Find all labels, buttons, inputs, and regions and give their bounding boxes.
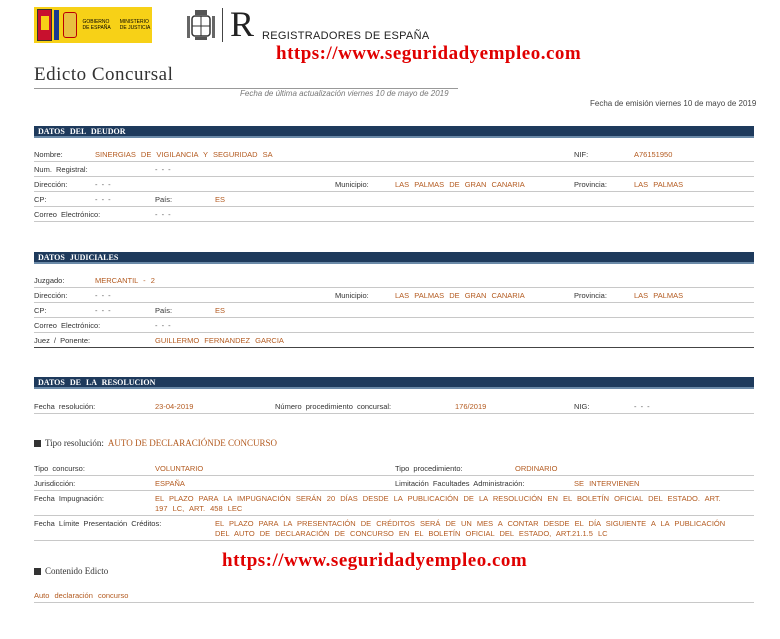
section-header-judicial: DATOS JUDICIALES — [34, 252, 754, 264]
debtor-row-cp — [34, 192, 754, 207]
provincia-value: LAS PALMAS — [634, 180, 684, 189]
fecha-resolucion-label: Fecha resolución: — [34, 402, 96, 411]
provincia-value: LAS PALMAS — [634, 291, 684, 300]
municipio-value: LAS PALMAS DE GRAN CANARIA — [395, 180, 525, 189]
juez-value: GUILLERMO FERNANDEZ GARCIA — [155, 336, 284, 345]
fecha-resolucion-value: 23-04-2019 — [155, 402, 194, 411]
municipio-label: Municipio: — [335, 180, 369, 189]
municipio-value: LAS PALMAS DE GRAN CANARIA — [395, 291, 525, 300]
resolution-row-tipo-concurso — [34, 461, 754, 476]
nig-label: NIG: — [574, 402, 590, 411]
limite-creditos-value: EL PLAZO PARA LA PRESENTACIÓN DE CRÉDITOS SERÁ DE UN MES A CONTAR DESDE EL DÍA SIGUIENTE A LA PUBLICACIÓN DEL AUTO DE DECLARACIÓN DE CONCURSO EN EL BOLETÍN OFICIAL DEL ESTADO, ART.21.1.5 LC — [215, 519, 726, 538]
last-updated: Fecha de última actualización viernes 10 de mayo de 2019 — [240, 89, 449, 98]
debtor-row-registral — [34, 162, 754, 177]
limite-creditos-label: Fecha Límite Presentación Créditos: — [34, 519, 162, 528]
pais-value: ES — [215, 195, 226, 204]
nig-value: - - - — [634, 402, 651, 411]
tipo-resolucion-value: AUTO DE DECLARACIÓNDE CONCURSO — [107, 438, 278, 448]
page-title: Edicto Concursal — [34, 64, 174, 85]
juzgado-label: Juzgado: — [34, 276, 65, 285]
crest-icon — [63, 12, 78, 38]
resolution-row-jurisdiccion — [34, 476, 754, 491]
municipio-label: Municipio: — [335, 291, 369, 300]
debtor-row-nombre — [34, 147, 754, 162]
registradores-logo-letter: R — [230, 4, 255, 44]
cp-label: CP: — [34, 306, 47, 315]
nif-value: A76151950 — [634, 150, 673, 159]
cp-value: - - - — [95, 306, 112, 315]
numero-procedimiento-label: Número procedimiento concursal: — [275, 402, 392, 411]
correo-value: - - - — [155, 210, 172, 219]
correo-label: Correo Electrónico: — [34, 210, 101, 219]
pais-value: ES — [215, 306, 226, 315]
resolution-row-fecha — [34, 399, 754, 414]
pais-label: País: — [155, 195, 173, 204]
judicial-row-direccion — [34, 288, 754, 303]
impugnacion-value: EL PLAZO PARA LA IMPUGNACIÓN SERÁN 20 DÍAS DESDE LA PUBLICACIÓN DE LA RESOLUCIÓN EN EL BOLETÍN OFICIAL DEL ESTADO. ART. 197 LC, ART. 458 LEC — [155, 494, 721, 513]
jurisdiccion-label: Jurisdicción: — [34, 479, 76, 488]
nif-label: NIF: — [574, 150, 589, 159]
nombre-label: Nombre: — [34, 150, 63, 159]
direccion-label: Dirección: — [34, 291, 68, 300]
num-registral-value: - - - — [155, 165, 172, 174]
direccion-label: Dirección: — [34, 180, 68, 189]
juez-label: Juez / Ponente: — [34, 336, 91, 345]
judicial-row-correo — [34, 318, 754, 333]
royal-crest-icon — [186, 8, 216, 42]
cp-value: - - - — [95, 195, 112, 204]
watermark-top: https://www.seguridadyempleo.com — [276, 43, 582, 64]
section-header-debtor: DATOS DEL DEUDOR — [34, 126, 754, 138]
tipo-procedimiento-value: ORDINARIO — [515, 464, 558, 473]
debtor-row-direccion — [34, 177, 754, 192]
jurisdiccion-value: ESPAÑA — [155, 479, 185, 488]
pais-label: País: — [155, 306, 173, 315]
juzgado-value: MERCANTIL - 2 — [95, 276, 155, 285]
tipo-concurso-label: Tipo concurso: — [34, 464, 85, 473]
impugnacion-label: Fecha Impugnación: — [34, 494, 104, 503]
gobierno-logo — [34, 7, 152, 43]
contenido-value: Auto declaración concurso — [34, 591, 129, 600]
numero-procedimiento-value: 176/2019 — [455, 402, 487, 411]
header-separator — [222, 8, 223, 42]
ministry-logo-text: MINISTERIO DE JUSTICIA — [119, 19, 151, 31]
nombre-value: SINERGIAS DE VIGILANCIA Y SEGURIDAD SA — [95, 150, 273, 159]
gov-logo-text: GOBIERNO DE ESPAÑA — [82, 19, 111, 31]
grid-icon — [34, 568, 41, 575]
emission-date: Fecha de emisión viernes 10 de mayo de 2019 — [590, 99, 757, 108]
limitacion-value: SE INTERVIENEN — [574, 479, 640, 488]
cp-label: CP: — [34, 195, 47, 204]
tipo-procedimiento-label: Tipo procedimiento: — [395, 464, 463, 473]
tipo-concurso-value: VOLUNTARIO — [155, 464, 204, 473]
shield-icon — [37, 9, 52, 41]
flag-stripe-icon — [54, 10, 59, 40]
direccion-value: - - - — [95, 180, 112, 189]
resolution-row-impugnacion — [34, 491, 754, 516]
correo-label: Correo Electrónico: — [34, 321, 101, 330]
correo-value: - - - — [155, 321, 172, 330]
num-registral-label: Num. Registral: — [34, 165, 88, 174]
tipo-resolucion-heading: Tipo resolución: AUTO DE DECLARACIÓNDE CONCURSO — [34, 438, 277, 448]
section-header-resolution: DATOS DE LA RESOLUCION — [34, 377, 754, 389]
resolution-row-limite — [34, 516, 754, 541]
watermark-bottom: https://www.seguridadyempleo.com — [222, 550, 528, 571]
direccion-value: - - - — [95, 291, 112, 300]
contenido-heading: Contenido Edicto — [34, 566, 108, 576]
contenido-row — [34, 588, 754, 603]
judicial-row-juzgado — [34, 273, 754, 288]
registradores-name: REGISTRADORES DE ESPAÑA — [262, 30, 430, 42]
provincia-label: Provincia: — [574, 180, 607, 189]
judicial-row-juez — [34, 333, 754, 348]
provincia-label: Provincia: — [574, 291, 607, 300]
limitacion-label: Limitación Facultades Administración: — [395, 479, 525, 488]
judicial-row-cp — [34, 303, 754, 318]
grid-icon — [34, 440, 41, 447]
debtor-row-correo — [34, 207, 754, 222]
